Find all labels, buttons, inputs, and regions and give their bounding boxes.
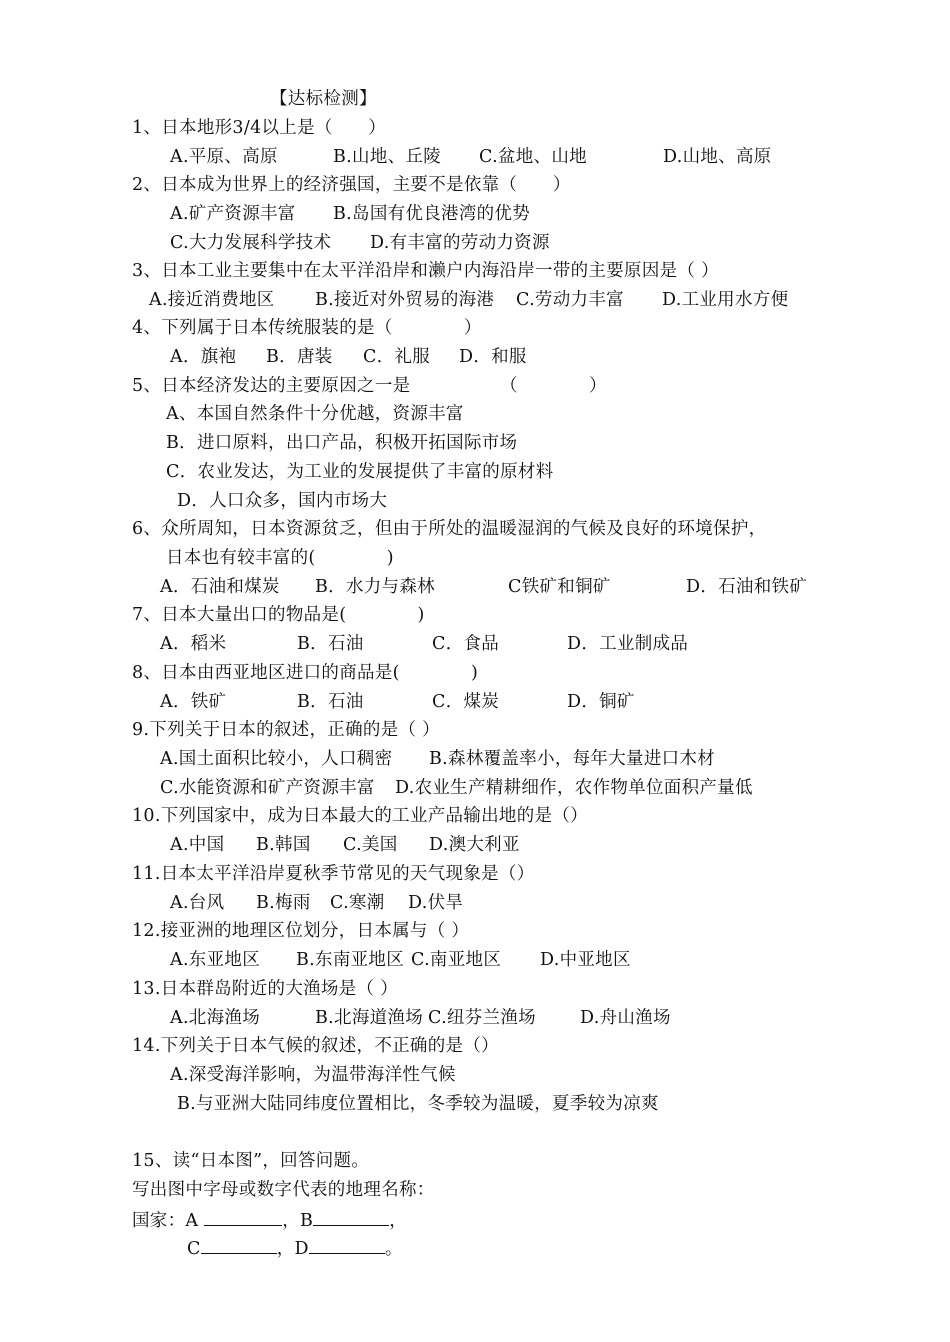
label-c: C bbox=[187, 1239, 201, 1259]
q8-option-d: D．铜矿 bbox=[567, 692, 635, 712]
q7-option-b: B．石油 bbox=[297, 634, 364, 654]
question-6-stem: 6、众所周知，日本资源贫乏，但由于所处的温暖湿润的气候及良好的环境保护， bbox=[132, 519, 767, 539]
q11-option-c: C.寒潮 bbox=[330, 893, 385, 913]
period: 。 bbox=[384, 1239, 403, 1259]
q6-option-a: A．石油和煤炭 bbox=[160, 577, 280, 597]
fill-in-row-2 bbox=[187, 1235, 403, 1261]
q13-option-d: D.舟山渔场 bbox=[580, 1008, 671, 1028]
question-15-instruction: 写出图中字母或数字代表的地理名称： bbox=[132, 1180, 435, 1200]
q4-option-a: A．旗袍 bbox=[170, 347, 237, 367]
label-b: B bbox=[300, 1211, 314, 1231]
question-8-stem: 8、日本由西亚地区进口的商品是( ) bbox=[132, 663, 479, 683]
blank-d[interactable] bbox=[309, 1235, 385, 1254]
q8-option-a: A．铁矿 bbox=[160, 692, 227, 712]
q3-option-a: A.接近消费地区 bbox=[149, 290, 275, 310]
q7-option-d: D．工业制成品 bbox=[567, 634, 689, 654]
q4-option-b: B．唐装 bbox=[266, 347, 333, 367]
question-14-stem: 14.下列关于日本气候的叙述，不正确的是（） bbox=[132, 1036, 499, 1056]
q10-option-d: D.澳大利亚 bbox=[429, 835, 520, 855]
q3-option-d: D.工业用水方便 bbox=[662, 290, 789, 310]
q8-option-c: C．煤炭 bbox=[432, 692, 500, 712]
question-5-stem: 5、日本经济发达的主要原因之一是 bbox=[132, 376, 411, 396]
blank-c[interactable] bbox=[201, 1235, 277, 1254]
comma-1: ， bbox=[282, 1211, 301, 1231]
q1-option-b: B.山地、丘陵 bbox=[333, 147, 442, 167]
blank-a[interactable] bbox=[204, 1207, 282, 1226]
section-title: 【达标检测】 bbox=[270, 89, 377, 109]
country-label: 国家：A bbox=[132, 1211, 199, 1231]
question-13-stem: 13.日本群岛附近的大渔场是（ ） bbox=[132, 979, 398, 999]
q1-option-d: D.山地、高原 bbox=[663, 147, 772, 167]
q11-option-b: B.梅雨 bbox=[256, 893, 311, 913]
q2-option-b: B.岛国有优良港湾的优势 bbox=[333, 204, 531, 224]
q14-option-a: A.深受海洋影响，为温带海洋性气候 bbox=[170, 1065, 456, 1085]
q5-option-a: A、本国自然条件十分优越，资源丰富 bbox=[166, 404, 464, 424]
question-6-stem-continued: 日本也有较丰富的( ) bbox=[166, 548, 394, 568]
q2-option-a: A.矿产资源丰富 bbox=[170, 204, 296, 224]
q9-option-d: D.农业生产精耕细作，农作物单位面积产量低 bbox=[395, 778, 753, 798]
question-7-stem: 7、日本大量出口的物品是( ) bbox=[132, 605, 425, 625]
q6-option-b: B．水力与森林 bbox=[315, 577, 435, 597]
q5-option-d: D．人口众多，国内市场大 bbox=[177, 491, 388, 511]
q3-option-c: C.劳动力丰富 bbox=[516, 290, 624, 310]
q12-option-a: A.东亚地区 bbox=[170, 950, 261, 970]
q11-option-d: D.伏旱 bbox=[408, 893, 464, 913]
question-10-stem: 10.下列国家中，成为日本最大的工业产品输出地的是（） bbox=[132, 806, 588, 826]
q13-option-c: C.纽芬兰渔场 bbox=[428, 1008, 536, 1028]
question-15-stem: 15、读“日本图”，回答问题。 bbox=[132, 1151, 370, 1171]
q10-option-c: C.美国 bbox=[343, 835, 398, 855]
comma-2: ， bbox=[389, 1211, 408, 1231]
question-9-stem: 9.下列关于日本的叙述，正确的是（ ） bbox=[132, 720, 440, 740]
q5-answer-paren: （ ） bbox=[500, 376, 607, 396]
question-11-stem: 11.日本太平洋沿岸夏秋季节常见的天气现象是（） bbox=[132, 864, 535, 884]
blank-b[interactable] bbox=[313, 1207, 389, 1226]
q1-option-a: A.平原、高原 bbox=[170, 147, 278, 167]
q4-option-d: D．和服 bbox=[459, 347, 527, 367]
q6-option-d: D．石油和铁矿 bbox=[686, 577, 808, 597]
q4-option-c: C．礼服 bbox=[363, 347, 431, 367]
q12-option-b: B.东南亚地区 bbox=[296, 950, 405, 970]
q12-option-c: C.南亚地区 bbox=[411, 950, 502, 970]
q14-option-b: B.与亚洲大陆同纬度位置相比，冬季较为温暖，夏季较为凉爽 bbox=[177, 1094, 659, 1114]
q6-option-c: C铁矿和铜矿 bbox=[508, 577, 611, 597]
q1-option-c: C.盆地、山地 bbox=[479, 147, 587, 167]
q9-option-c: C.水能资源和矿产资源丰富 bbox=[160, 778, 375, 798]
q13-option-b: B.北海道渔场 bbox=[315, 1008, 424, 1028]
question-2-stem: 2、日本成为世界上的经济强国，主要不是依靠（ ） bbox=[132, 175, 571, 195]
q5-option-b: B．进口原料，出口产品，积极开拓国际市场 bbox=[166, 433, 518, 453]
question-4-stem: 4、下列属于日本传统服装的是（ ） bbox=[132, 318, 482, 338]
question-3-stem: 3、日本工业主要集中在太平洋沿岸和濑户内海沿岸一带的主要原因是（ ） bbox=[132, 261, 719, 281]
fill-in-row-1 bbox=[132, 1207, 407, 1233]
q11-option-a: A.台风 bbox=[170, 893, 225, 913]
question-1-stem: 1、日本地形3/4以上是（ ） bbox=[132, 118, 387, 138]
q3-option-b: B.接近对外贸易的海港 bbox=[315, 290, 495, 310]
q7-option-c: C．食品 bbox=[432, 634, 500, 654]
q9-option-a: A.国土面积比较小，人口稠密 bbox=[160, 749, 393, 769]
q2-option-c: C.大力发展科学技术 bbox=[170, 233, 332, 253]
q10-option-b: B.韩国 bbox=[256, 835, 311, 855]
q12-option-d: D.中亚地区 bbox=[540, 950, 631, 970]
q7-option-a: A．稻米 bbox=[160, 634, 227, 654]
q8-option-b: B．石油 bbox=[297, 692, 364, 712]
question-12-stem: 12.接亚洲的地理区位划分，日本属与（ ） bbox=[132, 921, 470, 941]
q9-option-b: B.森林覆盖率小，每年大量进口木材 bbox=[429, 749, 716, 769]
q13-option-a: A.北海渔场 bbox=[170, 1008, 261, 1028]
q2-option-d: D.有丰富的劳动力资源 bbox=[370, 233, 550, 253]
label-d: D bbox=[294, 1239, 309, 1259]
comma-3: ， bbox=[276, 1239, 295, 1259]
q10-option-a: A.中国 bbox=[170, 835, 225, 855]
q5-option-c: C．农业发达，为工业的发展提供了丰富的原材料 bbox=[166, 462, 554, 482]
